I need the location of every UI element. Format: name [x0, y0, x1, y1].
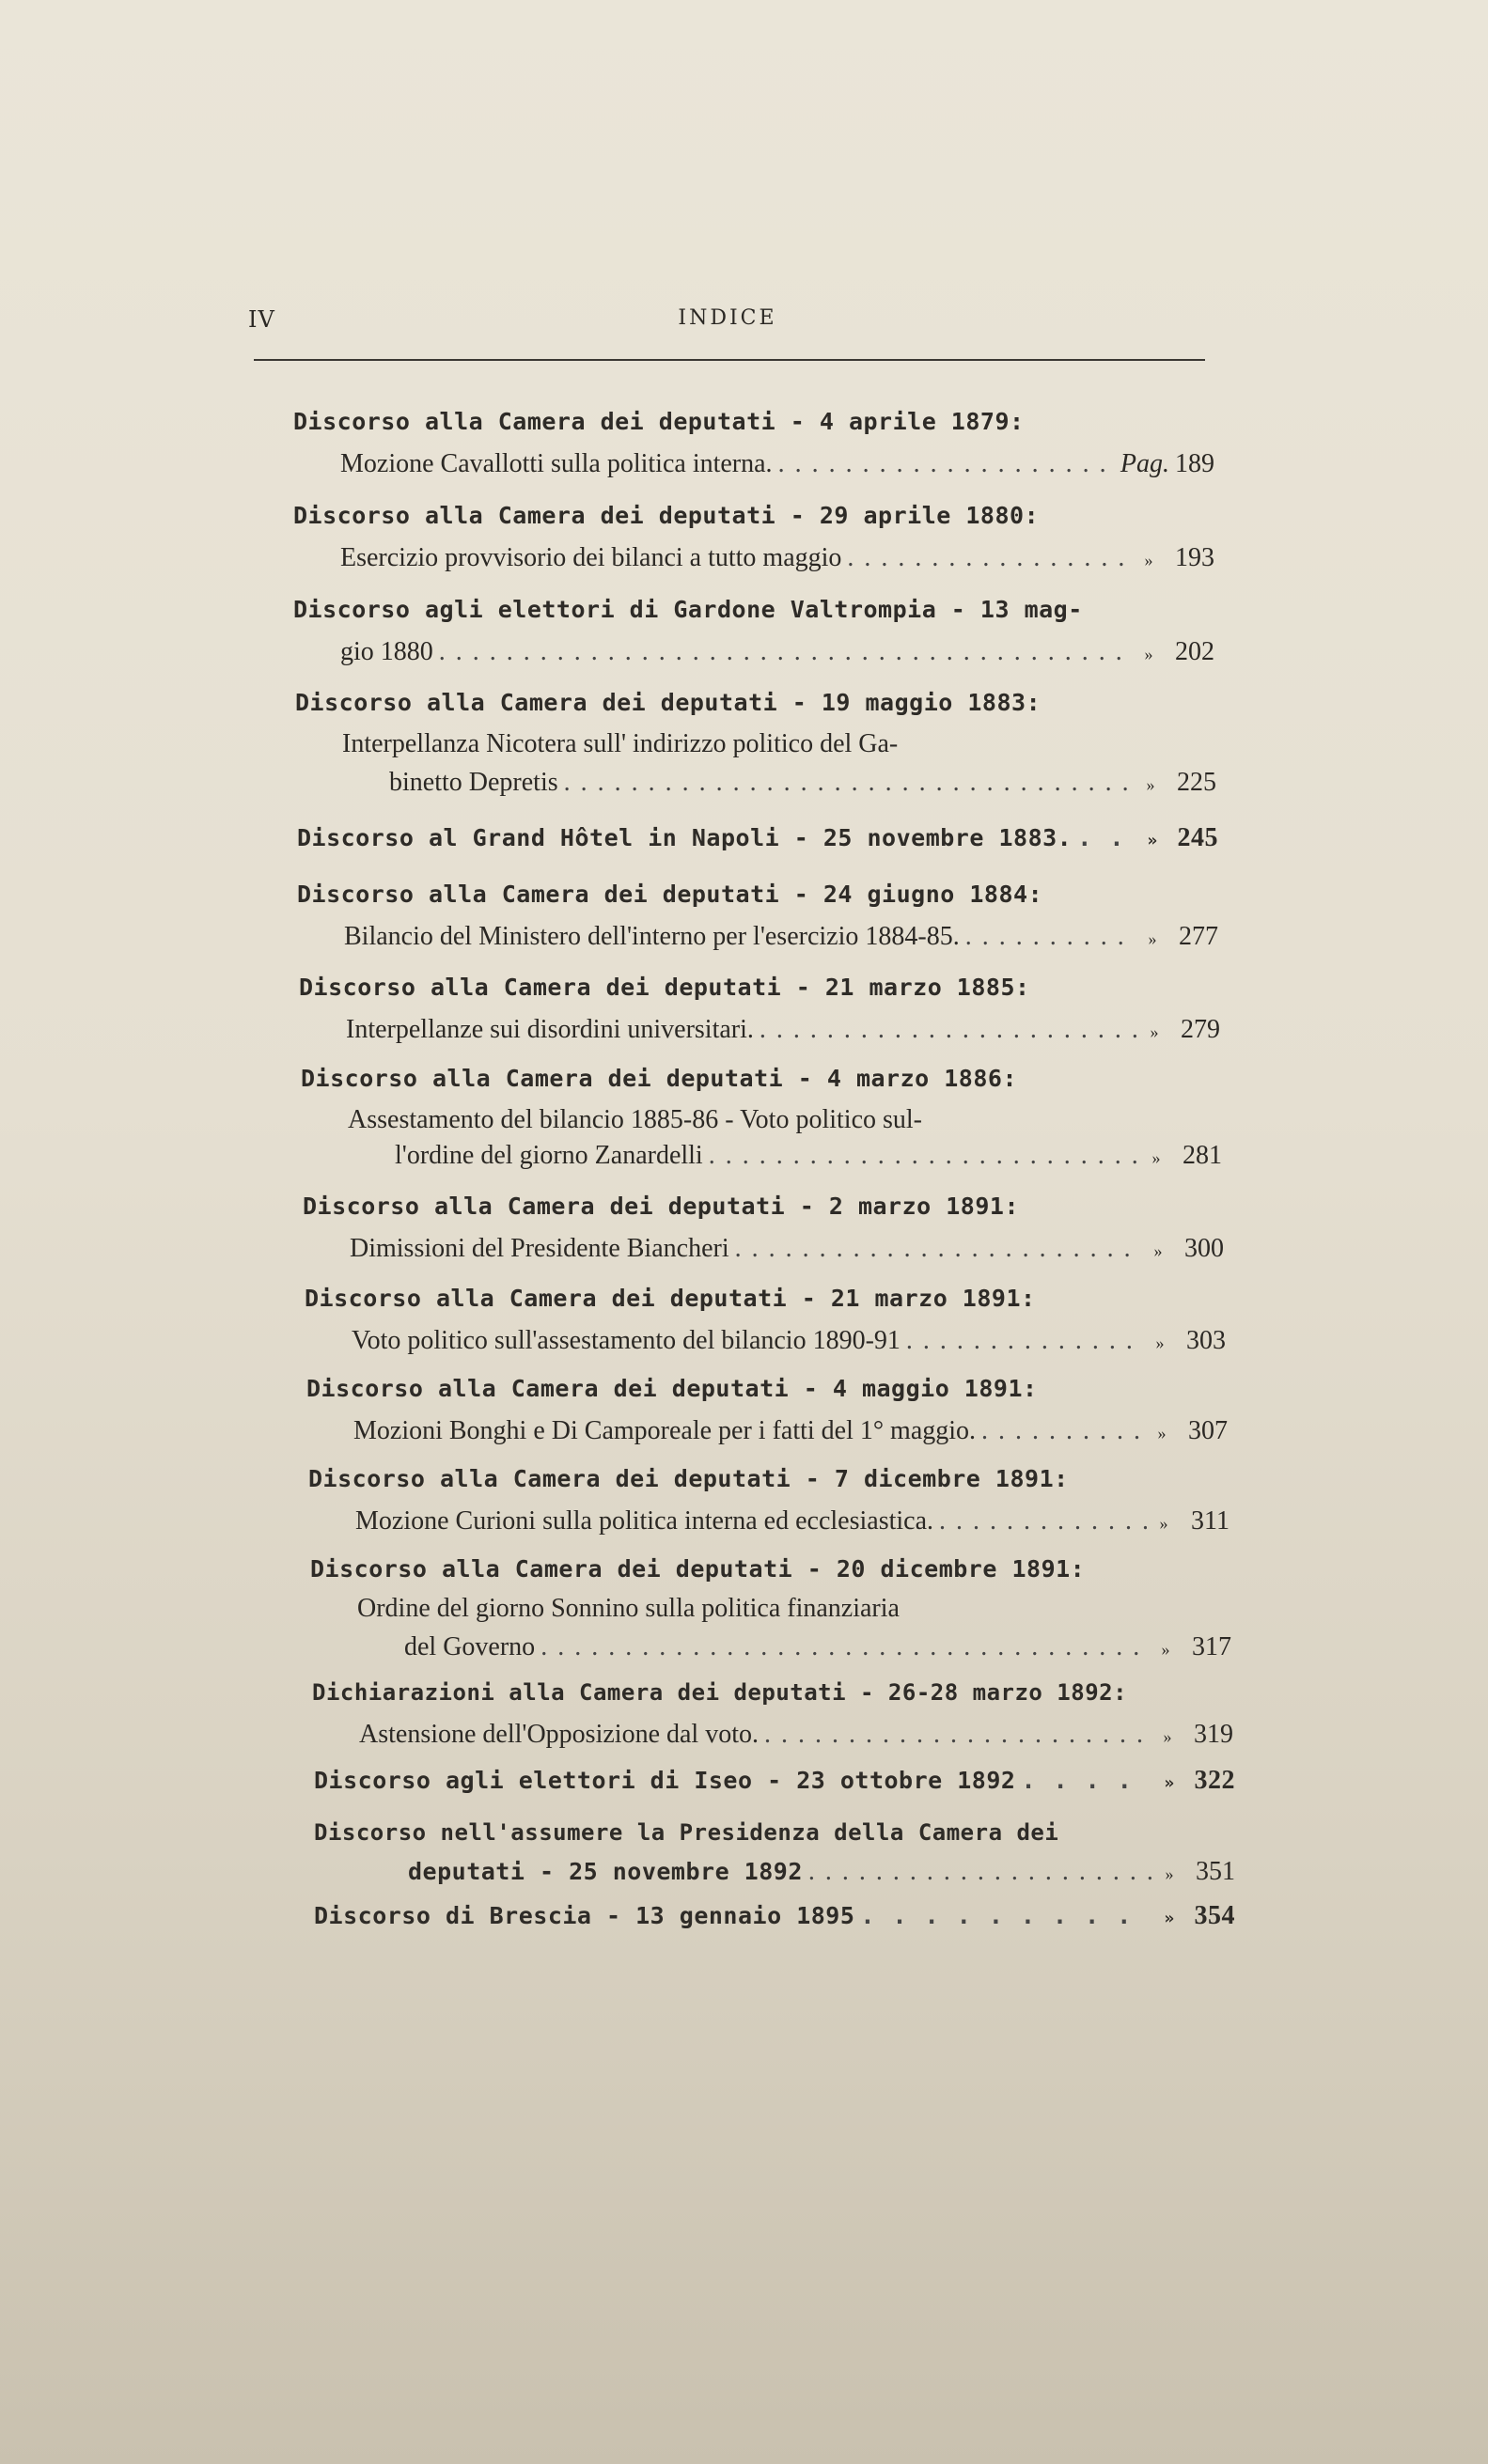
page-ref: 354	[1194, 1901, 1235, 1930]
leader-dots	[703, 1135, 1139, 1177]
toc-entry-heading: Discorso alla Camera dei deputati - 21 marzo 1885:	[299, 974, 1030, 1001]
ditto-mark: »	[1144, 551, 1153, 569]
page-ref: 281	[1183, 1141, 1222, 1170]
toc-entry-line: Assestamento del bilancio 1885-86 - Voto politico sul-	[348, 1105, 923, 1134]
leader-dots	[433, 632, 1132, 673]
leader-dots	[1015, 1760, 1152, 1801]
toc-entry-line: deputati - 25 novembre 1892 . . . » 351	[314, 1851, 1235, 1893]
ditto-mark: »	[1146, 775, 1155, 794]
leader-dots	[754, 1009, 1137, 1051]
leader-dots	[841, 538, 1132, 579]
toc-entry-line: Astensione dell'Opposizione dal voto. . . . » 319	[312, 1714, 1233, 1755]
ditto-mark: »	[1157, 1424, 1167, 1443]
toc-entry-line: Mozione Curioni sulla politica interna ed ecclesiastica. . . . » 311	[308, 1501, 1230, 1542]
ditto-mark: »	[1164, 1909, 1175, 1928]
ditto-mark: »	[1148, 929, 1157, 948]
toc-entry-line: l'ordine del giorno Zanardelli . . . » 281	[301, 1135, 1222, 1177]
page-ref: 311	[1191, 1506, 1230, 1536]
toc-entry-heading: Discorso alla Camera dei deputati - 4 maggio 1891:	[306, 1375, 1038, 1402]
leader-dots	[976, 1411, 1145, 1452]
toc-entry-line: Interpellanze sui disordini universitari. . . . » 279	[299, 1009, 1220, 1051]
leader-dots	[933, 1501, 1147, 1542]
toc-entry-line: gio 1880 . . . » 202	[293, 632, 1214, 673]
toc-entry-heading: Discorso nell'assumere la Presidenza della Camera dei	[314, 1819, 1059, 1846]
ditto-mark: »	[1150, 1022, 1159, 1041]
toc-entry-heading: Discorso di Brescia - 13 gennaio 1895 . . . » 354	[314, 1895, 1235, 1937]
leader-dots	[803, 1851, 1152, 1893]
toc-entry-heading: Discorso alla Camera dei deputati - 4 aprile 1879:	[293, 408, 1025, 435]
page-ref: 277	[1179, 922, 1218, 951]
toc-entry-line: Esercizio provvisorio dei bilanci a tutto maggio . . . » 193	[293, 538, 1214, 579]
toc-entry-line: Interpellanza Nicotera sull' indirizzo politico del Ga-	[342, 729, 899, 758]
section-title: INDICE	[678, 306, 777, 330]
toc-entry-heading: Discorso alla Camera dei deputati - 2 marzo 1891:	[303, 1193, 1020, 1220]
ditto-mark: »	[1161, 1640, 1170, 1659]
toc-entry-heading: Discorso agli elettori di Iseo - 23 ottobre 1892 . . . » 322	[314, 1760, 1235, 1801]
page-ref: 202	[1175, 637, 1214, 666]
ditto-mark: »	[1165, 1864, 1174, 1883]
ditto-mark: »	[1159, 1514, 1168, 1533]
toc-entry-line: Mozione Cavallotti sulla politica interna. . . . Pag. 189	[293, 444, 1214, 485]
leader-dots	[901, 1320, 1143, 1362]
leader-dots	[535, 1627, 1149, 1668]
toc-entry-line: Dimissioni del Presidente Biancheri . . . » 300	[303, 1228, 1224, 1270]
pag-label: Pag.	[1120, 449, 1169, 478]
toc-entry-line: binetto Depretis . . . » 225	[295, 762, 1216, 803]
toc-entry-heading: Discorso alla Camera dei deputati - 24 giugno 1884:	[297, 881, 1043, 908]
toc-entry-heading: Discorso alla Camera dei deputati - 7 dicembre 1891:	[308, 1465, 1069, 1492]
leader-dots	[960, 916, 1136, 958]
page-ref: 193	[1175, 543, 1214, 572]
leader-dots	[1072, 818, 1136, 859]
page-ref: 245	[1177, 823, 1218, 852]
toc-entry-heading: Discorso alla Camera dei deputati - 19 maggio 1883:	[295, 689, 1042, 716]
ditto-mark: »	[1144, 645, 1153, 663]
leader-dots	[558, 762, 1134, 803]
toc-entry-heading: Discorso alla Camera dei deputati - 20 dicembre 1891:	[310, 1555, 1086, 1583]
page-ref: 303	[1186, 1326, 1226, 1355]
leader-dots	[773, 444, 1115, 485]
toc-entry-heading: Discorso alla Camera dei deputati - 4 marzo 1886:	[301, 1065, 1018, 1092]
page-ref: 300	[1184, 1234, 1224, 1263]
ditto-mark: »	[1155, 1333, 1165, 1352]
toc-entry-heading: Dichiarazioni alla Camera dei deputati - 26-28 marzo 1892:	[312, 1679, 1128, 1706]
ditto-mark: »	[1164, 1773, 1175, 1793]
toc-entry-heading: Discorso agli elettori di Gardone Valtrompia - 13 mag-	[293, 596, 1083, 623]
ditto-mark: »	[1147, 831, 1158, 850]
ditto-mark: »	[1153, 1241, 1163, 1260]
toc-entry-heading: Discorso alla Camera dei deputati - 29 aprile 1880:	[293, 502, 1040, 529]
toc-entry-line: Mozioni Bonghi e Di Camporeale per i fatti del 1° maggio. . . . » 307	[306, 1411, 1228, 1452]
leader-dots	[759, 1714, 1151, 1755]
toc-entry-line: Bilancio del Ministero dell'interno per l'esercizio 1884-85. . . . » 277	[297, 916, 1218, 958]
ditto-mark: »	[1163, 1727, 1172, 1746]
page-ref: 317	[1192, 1632, 1231, 1661]
toc-entry-line: Ordine del giorno Sonnino sulla politica finanziaria	[357, 1594, 900, 1623]
page-number: IV	[248, 306, 275, 333]
page-ref: 307	[1188, 1416, 1228, 1445]
leader-dots	[854, 1895, 1152, 1937]
toc-entry-line: Voto politico sull'assestamento del bilancio 1890-91 . . . » 303	[305, 1320, 1226, 1362]
page-ref: 279	[1181, 1015, 1220, 1044]
page-ref: 189	[1175, 449, 1214, 478]
page-ref: 319	[1194, 1720, 1233, 1749]
page-ref: 322	[1194, 1766, 1235, 1795]
page-ref: 225	[1177, 768, 1216, 797]
ditto-mark: »	[1151, 1148, 1161, 1167]
toc-entry-line: del Governo . . . » 317	[310, 1627, 1231, 1668]
page-ref: 351	[1196, 1857, 1235, 1886]
leader-dots	[729, 1228, 1141, 1270]
toc-entry-heading: Discorso alla Camera dei deputati - 21 marzo 1891:	[305, 1285, 1036, 1312]
toc-entry-heading: Discorso al Grand Hôtel in Napoli - 25 novembre 1883. . . . » 245	[297, 818, 1218, 859]
